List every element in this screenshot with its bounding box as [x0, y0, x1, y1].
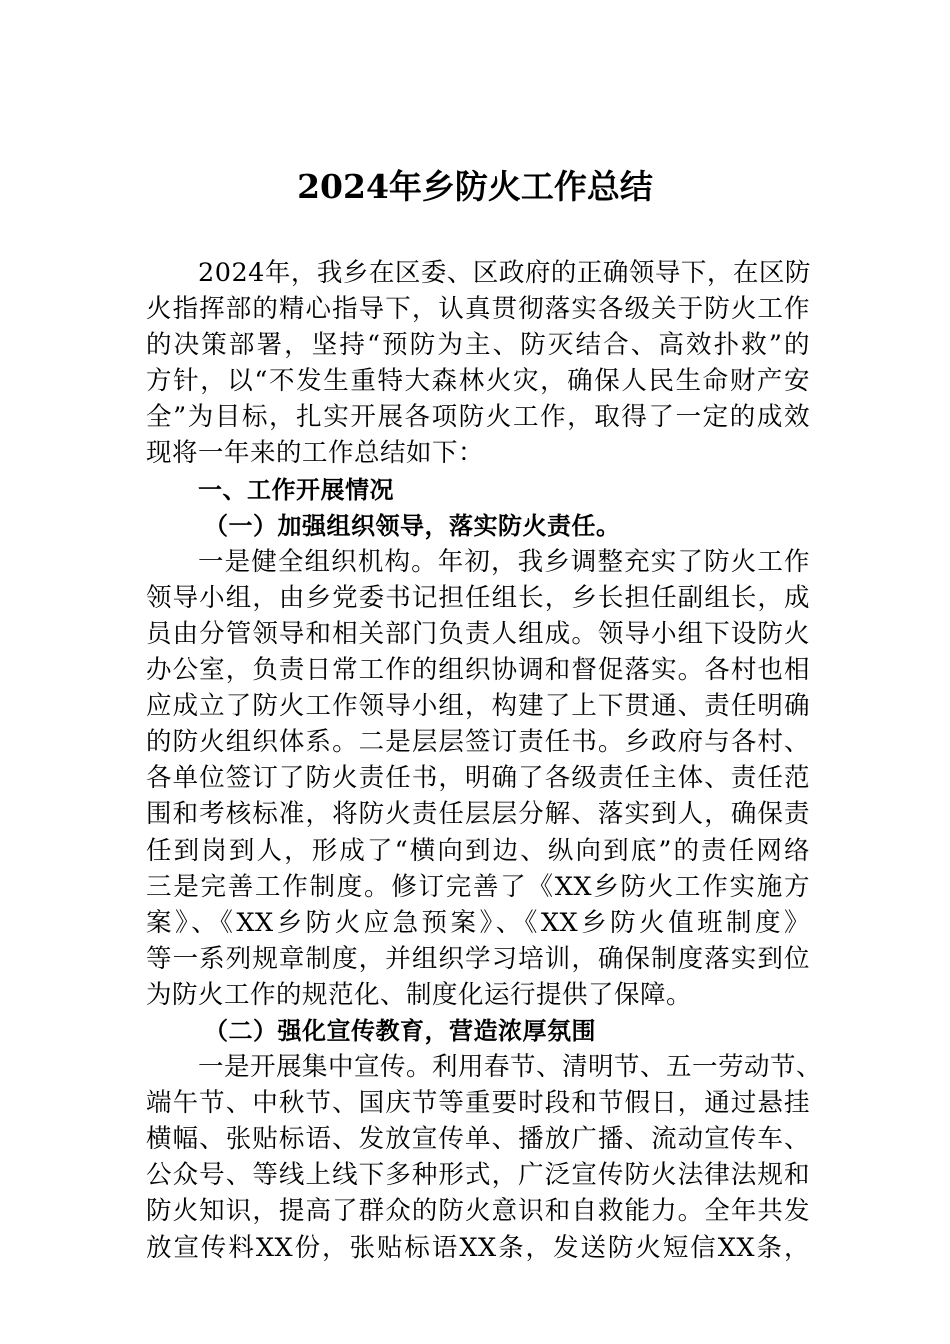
paragraph-line: 一是开展集中宣传。利用春节、清明节、五一劳动节、: [198, 1052, 823, 1083]
paragraph-line: 全”为目标，扎实开展各项防火工作，取得了一定的成效: [146, 402, 810, 433]
subsection-heading: （二）强化宣传教育，营造浓厚氛围: [204, 1015, 596, 1045]
paragraph-line: 任到岗到人，形成了“横向到边、纵向到底”的责任网络: [146, 835, 810, 866]
paragraph-line: 现将一年来的工作总结如下：: [146, 438, 485, 469]
paragraph-line: 横幅、张贴标语、发放宣传单、播放广播、流动宣传车、: [146, 1124, 810, 1155]
paragraph-line: 围和考核标准，将防火责任层层分解、落实到人，确保责: [146, 799, 810, 830]
paragraph-line: 放宣传料XX份，张贴标语XX条，发送防火短信XX条，: [146, 1232, 810, 1263]
paragraph-line: 办公室，负责日常工作的组织协调和督促落实。各村也相: [146, 655, 810, 686]
subsection-heading: （一）加强组织领导，落实防火责任。: [204, 510, 621, 540]
paragraph-line: 方针，以“不发生重特大森林火灾，确保人民生命财产安: [146, 366, 810, 397]
paragraph-line: 为防火工作的规范化、制度化运行提供了保障。: [146, 979, 693, 1010]
paragraph-line: 公众号、等线上线下多种形式，广泛宣传防火法律法规和: [146, 1160, 810, 1191]
paragraph-line: 的决策部署，坚持“预防为主、防灭结合、高效扑救”的: [146, 330, 810, 361]
paragraph-line: 防火知识，提高了群众的防火意识和自救能力。全年共发: [146, 1196, 810, 1227]
paragraph-line: 端午节、中秋节、国庆节等重要时段和节假日，通过悬挂: [146, 1088, 810, 1119]
document-title: 2024年乡防火工作总结: [297, 167, 653, 206]
document-body: [146, 255, 823, 1266]
paragraph-line: 火指挥部的精心指导下，认真贯彻落实各级关于防火工作: [146, 294, 810, 325]
paragraph-line: 应成立了防火工作领导小组，构建了上下贯通、责任明确: [146, 691, 810, 722]
paragraph-line: 案》、《XX乡防火应急预案》、《XX乡防火值班制度》: [146, 907, 810, 938]
section-heading: 一、工作开展情况: [198, 475, 394, 504]
paragraph-line: 领导小组，由乡党委书记担任组长，乡长担任副组长，成: [146, 582, 810, 613]
paragraph-line: 的防火组织体系。二是层层签订责任书。乡政府与各村、: [146, 727, 810, 758]
paragraph-line: 三是完善工作制度。修订完善了《XX乡防火工作实施方: [146, 871, 810, 902]
paragraph-line: 等一系列规章制度，并组织学习培训，确保制度落实到位: [146, 943, 810, 974]
paragraph-line: 一是健全组织机构。年初，我乡调整充实了防火工作: [198, 546, 810, 577]
paragraph-line: 各单位签订了防火责任书，明确了各级责任主体、责任范: [146, 763, 810, 794]
paragraph-line: 2024年，我乡在区委、区政府的正确领导下，在区防: [198, 258, 811, 288]
paragraph-line: 员由分管领导和相关部门负责人组成。领导小组下设防火: [146, 618, 810, 649]
